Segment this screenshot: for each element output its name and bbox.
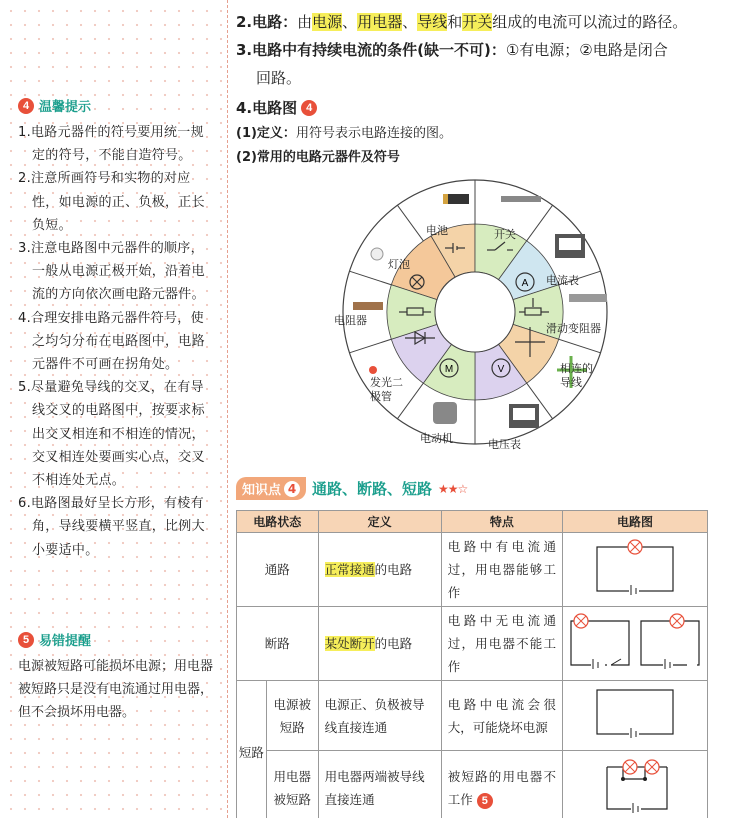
- feature-cell: 电路中无电流通过，用电器不能工作: [441, 607, 562, 681]
- lamp-picture: [371, 248, 383, 260]
- battery-cap: [443, 194, 448, 204]
- table-header-row: [237, 511, 708, 533]
- text-span: 由: [297, 13, 313, 31]
- header-diagram: 电路图: [562, 511, 707, 533]
- short-circuit-group-cell: 短路: [237, 681, 267, 818]
- tip-item: 2.注意所画符号和实物的对应性，如电源的正、负极，正长负短。: [18, 171, 205, 233]
- sidebar-divider: [227, 0, 228, 818]
- circuit-diagram-heading: [236, 94, 742, 122]
- label-lamp: 灯泡: [388, 258, 410, 271]
- tip-item: 3.注意电路图中元器件的顺序，一般从电源正极开始，沿着电流的方向依次画电路元器件。: [18, 241, 205, 303]
- knowledge-tag-label: 知识点: [242, 483, 282, 498]
- resistor-picture: [353, 302, 383, 310]
- highlight-power: 电源: [312, 13, 343, 31]
- knowledge-tag: [236, 477, 306, 500]
- errors-badge: 5: [18, 632, 34, 648]
- tip-item: 1.电路元器件的符号要用统一规定的符号，不能自造符号。: [18, 125, 204, 164]
- voltmeter-face: [513, 408, 535, 420]
- appliance-short-circuit-diagram: [562, 751, 707, 818]
- voltmeter-symbol: V: [497, 364, 505, 375]
- power-short-circuit-diagram: [562, 681, 707, 751]
- label-voltmeter: 电压表: [488, 438, 521, 451]
- feature-cell: [441, 751, 562, 818]
- knowledge-number: 4: [284, 481, 300, 497]
- header-definition: 定义: [318, 511, 441, 533]
- feature-text: 被短路的用电器不工作: [447, 768, 556, 807]
- label-resistor: 电阻器: [334, 314, 367, 327]
- errors-title: 易错提醒: [39, 634, 92, 649]
- tip-item: 5.尽量避免导线的交叉，在有导线交叉的电路图中，按要求标出交叉相连和不相连的情况，交叉相连处要画实心点，交叉不相连处无点。: [18, 380, 205, 489]
- highlight-appliance: 用电器: [357, 13, 403, 31]
- table-row: [237, 751, 708, 818]
- tip-item: 6.电路图最好呈长方形，有棱有角，导线要横平竖直，比例大小要适中。: [18, 496, 205, 558]
- label-rheostat: 滑动变阻器: [546, 322, 601, 335]
- label-led: 发光二极管: [370, 376, 403, 403]
- component-wheel: [318, 170, 634, 460]
- ammeter-symbol: A: [521, 278, 529, 289]
- knowledge-point-header: [236, 477, 467, 500]
- definition-label: (1)定义：: [236, 126, 296, 141]
- circuit-label: 2.电路：: [236, 13, 298, 31]
- ammeter-face: [559, 238, 581, 250]
- definition-rest: 的电路: [374, 562, 413, 577]
- condition-text: ①有电源；②电路是闭合: [505, 41, 668, 59]
- header-state: 电路状态: [237, 511, 319, 533]
- switch-picture: [501, 196, 541, 202]
- highlight-switch: 开关: [462, 13, 493, 31]
- text-span: 组成的电流可以流过的路径。: [492, 13, 688, 31]
- text-span: 、: [402, 13, 418, 31]
- condition-label: 3.电路中有持续电流的条件(缺一不可)：: [236, 41, 506, 59]
- tip-item: 4.合理安排电路元器件符号，使之均匀分布在电路图中，电路元器件不可画在拐角处。: [18, 310, 205, 373]
- sidebar: [0, 0, 228, 818]
- text-span: 、: [342, 13, 358, 31]
- open-circuit-diagrams: [562, 607, 707, 681]
- difficulty-stars: ★★☆: [438, 481, 468, 496]
- definition-highlight: 某处断开: [324, 636, 375, 651]
- state-cell: 通路: [237, 533, 319, 607]
- definition-line: [236, 122, 742, 146]
- common-components-label: (2)常用的电路元器件及符号: [236, 150, 400, 165]
- diagram-heading-label: 4.电路图: [236, 99, 298, 117]
- motor-symbol: M: [444, 364, 454, 375]
- condition-continued: 回路。: [256, 69, 302, 87]
- circuit-state-table: [236, 510, 708, 818]
- label-ammeter: 电流表: [546, 274, 579, 287]
- main-content: [236, 8, 742, 170]
- motor-picture: [433, 402, 457, 424]
- tips-badge: 4: [18, 98, 34, 114]
- tips-section: [18, 96, 216, 562]
- tips-title: 温馨提示: [39, 100, 92, 115]
- definition-cell: [318, 533, 441, 607]
- header-feature: 特点: [441, 511, 562, 533]
- circuit-definition-line: [236, 8, 742, 36]
- state-cell: 断路: [237, 607, 319, 681]
- led-picture: [369, 366, 377, 374]
- common-components-heading: [236, 146, 742, 170]
- tips-list: [18, 121, 216, 562]
- errors-section: [18, 630, 216, 724]
- definition-cell: [318, 607, 441, 681]
- wheel-center: [435, 272, 515, 352]
- definition-text: 用符号表示电路连接的图。: [295, 126, 452, 141]
- table-row: [237, 607, 708, 681]
- rheostat-picture: [569, 294, 607, 302]
- knowledge-title: 通路、断路、短路: [312, 480, 433, 498]
- definition-rest: 的电路: [374, 636, 413, 651]
- current-condition-line: [236, 36, 742, 64]
- diagram-badge: 4: [301, 100, 317, 116]
- text-span: 和: [447, 13, 463, 31]
- closed-circuit-diagram: [562, 533, 707, 607]
- feature-badge: 5: [477, 793, 493, 809]
- table-row: [237, 681, 708, 751]
- label-junction: 相连的导线: [560, 362, 593, 389]
- definition-highlight: 正常接通: [324, 562, 375, 577]
- state-cell: 电源被短路: [266, 681, 318, 751]
- label-battery: 电池: [426, 224, 448, 237]
- feature-cell: 电路中电流会很大，可能烧坏电源: [441, 681, 562, 751]
- definition-cell: 电源正、负极被导线直接连通: [318, 681, 441, 751]
- label-motor: 电动机: [420, 432, 453, 445]
- table-row: [237, 533, 708, 607]
- label-switch: 开关: [494, 228, 516, 241]
- feature-cell: 电路中有电流通过，用电器能够工作: [441, 533, 562, 607]
- errors-text: 电源被短路可能损坏电源；用电器被短路只是没有电流通过用电器，但不会损坏用电器。: [18, 659, 214, 720]
- state-cell: 用电器被短路: [266, 751, 318, 818]
- highlight-wire: 导线: [417, 13, 448, 31]
- definition-cell: 用电器两端被导线直接连通: [318, 751, 441, 818]
